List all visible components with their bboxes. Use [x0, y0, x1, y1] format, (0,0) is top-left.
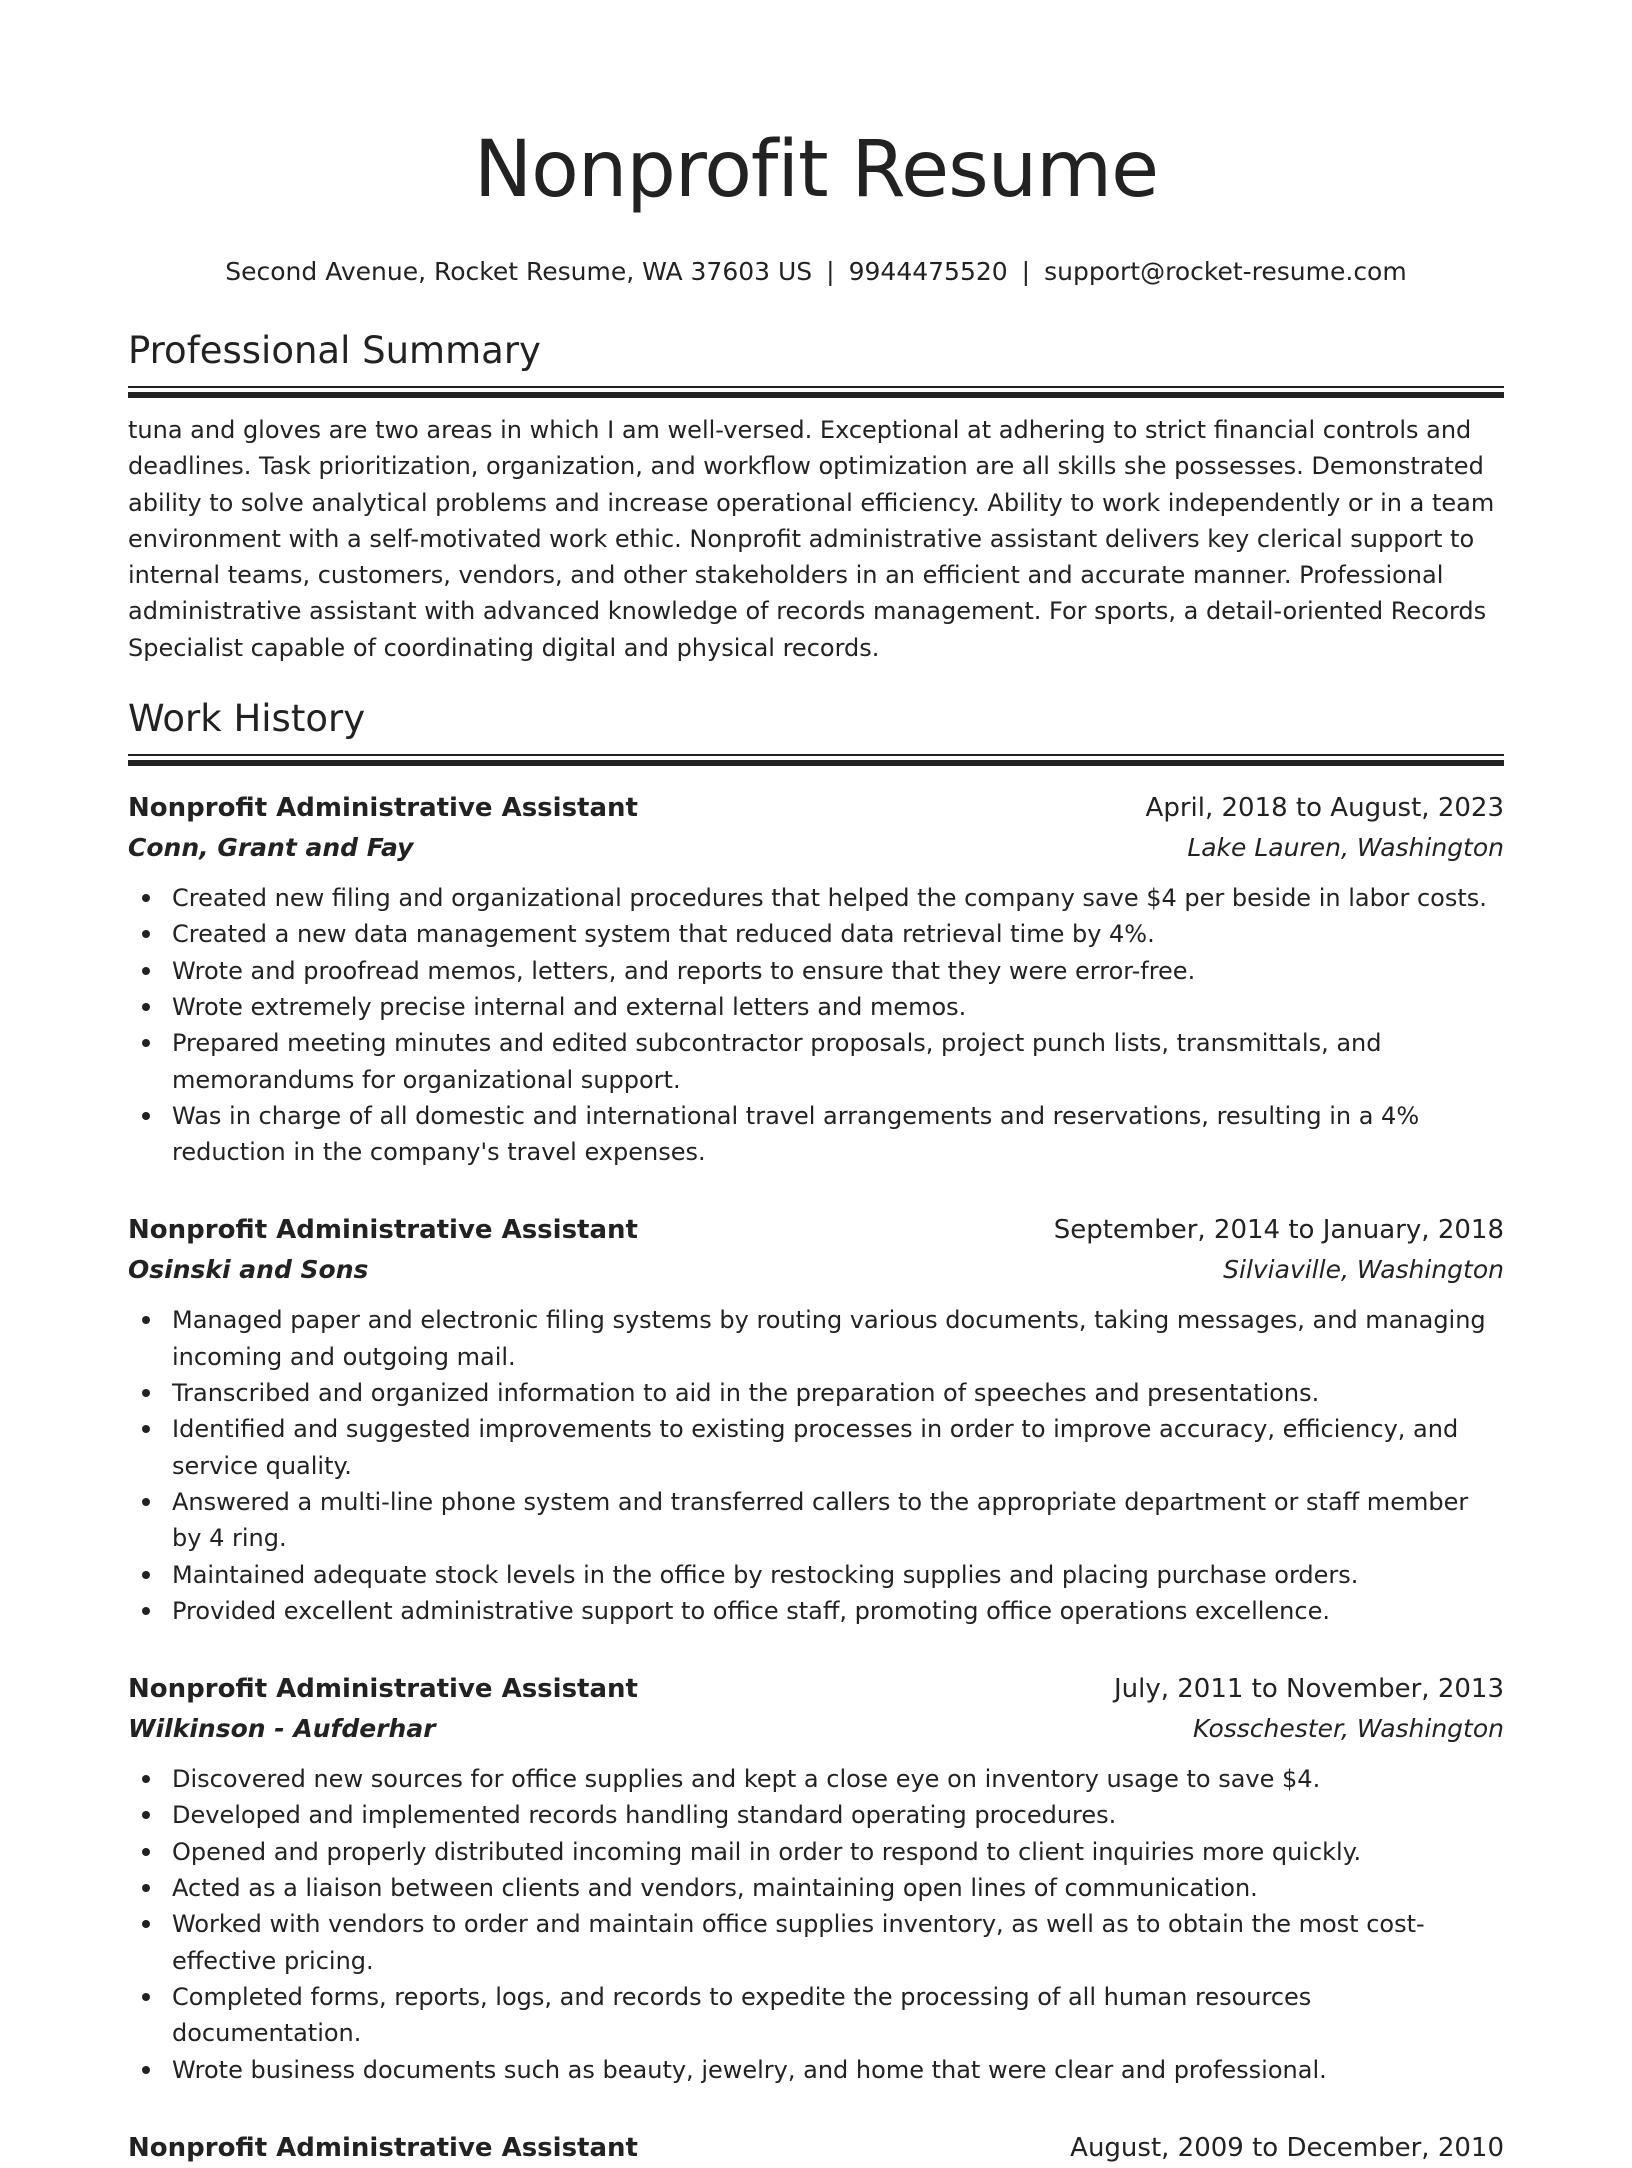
job-bullet-list: [128, 880, 1504, 1170]
work-history-section: [128, 696, 1504, 2168]
job-header-row: [128, 2128, 1504, 2168]
job-company: Osinski and Sons: [128, 1255, 369, 1285]
job-bullet: Wrote and proofread memos, letters, and reports to ensure that they were error-free.: [172, 953, 1504, 989]
contact-phone: 9944475520: [848, 257, 1008, 286]
job-bullet-list: [128, 1761, 1504, 2088]
job-company-row: [128, 1250, 1504, 1290]
job-bullet: Discovered new sources for office supplies and kept a close eye on inventory usage to save $4.: [172, 1761, 1504, 1797]
job-bullet: Transcribed and organized information to aid in the preparation of speeches and presentations.: [172, 1375, 1504, 1411]
contact-separator: |: [1021, 257, 1031, 286]
job-location: Silviaville, Washington: [1223, 1255, 1504, 1285]
job-bullet: Answered a multi-line phone system and transferred callers to the appropriate department or staff member by 4 ring.: [172, 1484, 1504, 1557]
resume-name: Nonprofit Resume: [473, 125, 1159, 215]
contact-address: Second Avenue, Rocket Resume, WA 37603 US: [225, 257, 813, 286]
job-bullet: Managed paper and electronic filing systems by routing various documents, taking messages, and managing incoming and outgoing mail.: [172, 1302, 1504, 1375]
job-location: Lake Lauren, Washington: [1187, 833, 1504, 863]
job-header-row: [128, 788, 1504, 828]
job-title: Nonprofit Administrative Assistant: [128, 1215, 638, 1246]
resume-page: [128, 0, 1504, 2168]
job-company-row: [128, 828, 1504, 868]
job-dates: September, 2014 to January, 2018: [1053, 1215, 1504, 1246]
job-bullet: Worked with vendors to order and maintain office supplies inventory, as well as to obtain the most cost-effective pricing.: [172, 1906, 1504, 1979]
job-bullet-list: [128, 1302, 1504, 1629]
job-bullet: Prepared meeting minutes and edited subcontractor proposals, project punch lists, transmittals, and memorandums for organizational support.: [172, 1025, 1504, 1098]
summary-text: tuna and gloves are two areas in which I am well-versed. Exceptional at adhering to strict financial controls and deadlines. Task prioritization, organization, and workflow optimization are all skills she possesses. Demonstrated ability to solve analytical problems and increase operational efficiency. Ability to work independently or in a team environment with a self-motivated work ethic. Nonprofit administrative assistant delivers key clerical support to internal teams, customers, vendors, and other stakeholders in an efficient and accurate manner. Professional administrative assistant with advanced knowledge of records management. For sports, a detail-oriented Records Specialist capable of coordinating digital and physical records.: [128, 416, 1495, 662]
job-title: Nonprofit Administrative Assistant: [128, 793, 638, 824]
professional-summary-section: [128, 328, 1504, 666]
job-bullet: Provided excellent administrative support to office staff, promoting office operations excellence.: [172, 1593, 1504, 1629]
job-entry: [128, 1669, 1504, 2088]
job-bullet: Created new filing and organizational procedures that helped the company save $4 per beside in labor costs.: [172, 880, 1504, 916]
job-bullet: Identified and suggested improvements to existing processes in order to improve accuracy, efficiency, and service quality.: [172, 1411, 1504, 1484]
job-header-row: [128, 1210, 1504, 1250]
job-title: Nonprofit Administrative Assistant: [128, 2132, 638, 2163]
section-title-work-history: Work History: [128, 697, 366, 741]
job-bullet: Developed and implemented records handling standard operating procedures.: [172, 1797, 1504, 1833]
section-title-summary: Professional Summary: [128, 329, 541, 372]
job-company-row: [128, 1709, 1504, 1749]
job-header-row: [128, 1669, 1504, 1709]
job-dates: August, 2009 to December, 2010: [1070, 2132, 1504, 2163]
section-divider: [128, 754, 1504, 766]
contact-line: [128, 256, 1504, 288]
job-company: Conn, Grant and Fay: [128, 833, 414, 863]
job-entry: [128, 788, 1504, 1170]
job-dates: July, 2011 to November, 2013: [1113, 1674, 1504, 1705]
job-bullet: Wrote business documents such as beauty, jewelry, and home that were clear and professional.: [172, 2052, 1504, 2088]
job-bullet: Wrote extremely precise internal and external letters and memos.: [172, 989, 1504, 1025]
contact-separator: |: [826, 257, 835, 286]
job-location: Kosschester, Washington: [1192, 1714, 1504, 1744]
job-title: Nonprofit Administrative Assistant: [128, 1674, 638, 1705]
job-bullet: Opened and properly distributed incoming mail in order to respond to client inquiries more quickly.: [172, 1834, 1504, 1870]
job-company: Wilkinson - Aufderhar: [128, 1714, 436, 1744]
section-divider: [128, 386, 1504, 398]
job-bullet: Was in charge of all domestic and international travel arrangements and reservations, resulting in a 4% reduction in the company's travel expenses.: [172, 1098, 1504, 1171]
job-bullet: Maintained adequate stock levels in the office by restocking supplies and placing purchase orders.: [172, 1557, 1504, 1593]
job-entry: [128, 2128, 1504, 2168]
contact-email: support@rocket-resume.com: [1044, 257, 1407, 286]
job-bullet: Completed forms, reports, logs, and records to expedite the processing of all human resources documentation.: [172, 1979, 1504, 2052]
job-dates: April, 2018 to August, 2023: [1145, 793, 1504, 824]
job-bullet: Created a new data management system that reduced data retrieval time by 4%.: [172, 916, 1504, 952]
job-bullet: Acted as a liaison between clients and vendors, maintaining open lines of communication.: [172, 1870, 1504, 1906]
job-entry: [128, 1210, 1504, 1629]
